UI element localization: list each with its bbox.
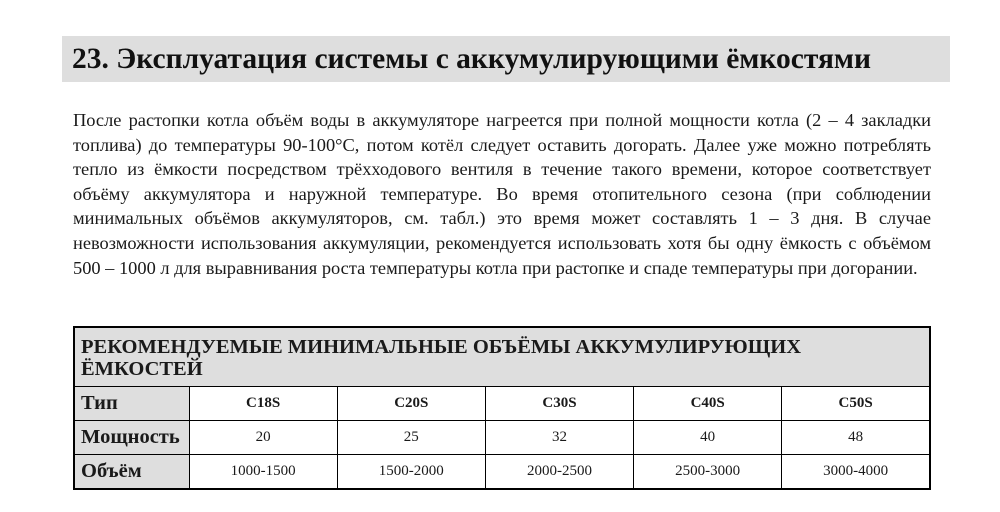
table-cell: C30S: [485, 387, 633, 421]
table-cell: 20: [189, 421, 337, 455]
table-row: [74, 387, 930, 421]
table-cell: 40: [634, 421, 782, 455]
table-cell: 2000-2500: [485, 455, 633, 490]
table-cell: 48: [782, 421, 930, 455]
table-cell: C18S: [189, 387, 337, 421]
table-heading: РЕКОМЕНДУЕМЫЕ МИНИМАЛЬНЫЕ ОБЪЁМЫ АККУМУЛИРУЮЩИХ ЁМКОСТЕЙ: [74, 327, 930, 387]
recommended-volumes-table: [73, 326, 931, 490]
table-header-row: [74, 327, 930, 387]
table-row: [74, 421, 930, 455]
table-cell: C50S: [782, 387, 930, 421]
row-label-type: Тип: [74, 387, 189, 421]
table-cell: 32: [485, 421, 633, 455]
row-label-volume: Объём: [74, 455, 189, 490]
table-cell: 1000-1500: [189, 455, 337, 490]
row-label-power: Мощность: [74, 421, 189, 455]
table-row: [74, 455, 930, 490]
table-cell: 2500-3000: [634, 455, 782, 490]
table-cell: C20S: [337, 387, 485, 421]
table-cell: 3000-4000: [782, 455, 930, 490]
table-cell: C40S: [634, 387, 782, 421]
table-cell: 1500-2000: [337, 455, 485, 490]
body-paragraph: После растопки котла объём воды в аккумуляторе нагреется при полной мощности котла (2 – 4 закладки топлива) до температуры 90-100°C, потом котёл следует оставить догорать. Далее уже можно потреблять тепло из ёмкости посредством трёхходового вентиля в течение такого времени, которое соответствует объёму аккумулятора и наружной температуре. Во время отопительного сезона (при соблюдении минимальных объёмов аккумуляторов, см. табл.) это время может составлять 1 – 3 дня. В случае невозможности использования аккумуляции, рекомендуется использовать хотя бы одну ёмкость с объёмом 500 – 1000 л для выравнивания роста температуры котла при растопке и спаде температуры при догорании.: [73, 110, 931, 278]
table-cell: 25: [337, 421, 485, 455]
section-title: 23. Эксплуатация системы с аккумулирующими ёмкостями: [72, 43, 871, 75]
